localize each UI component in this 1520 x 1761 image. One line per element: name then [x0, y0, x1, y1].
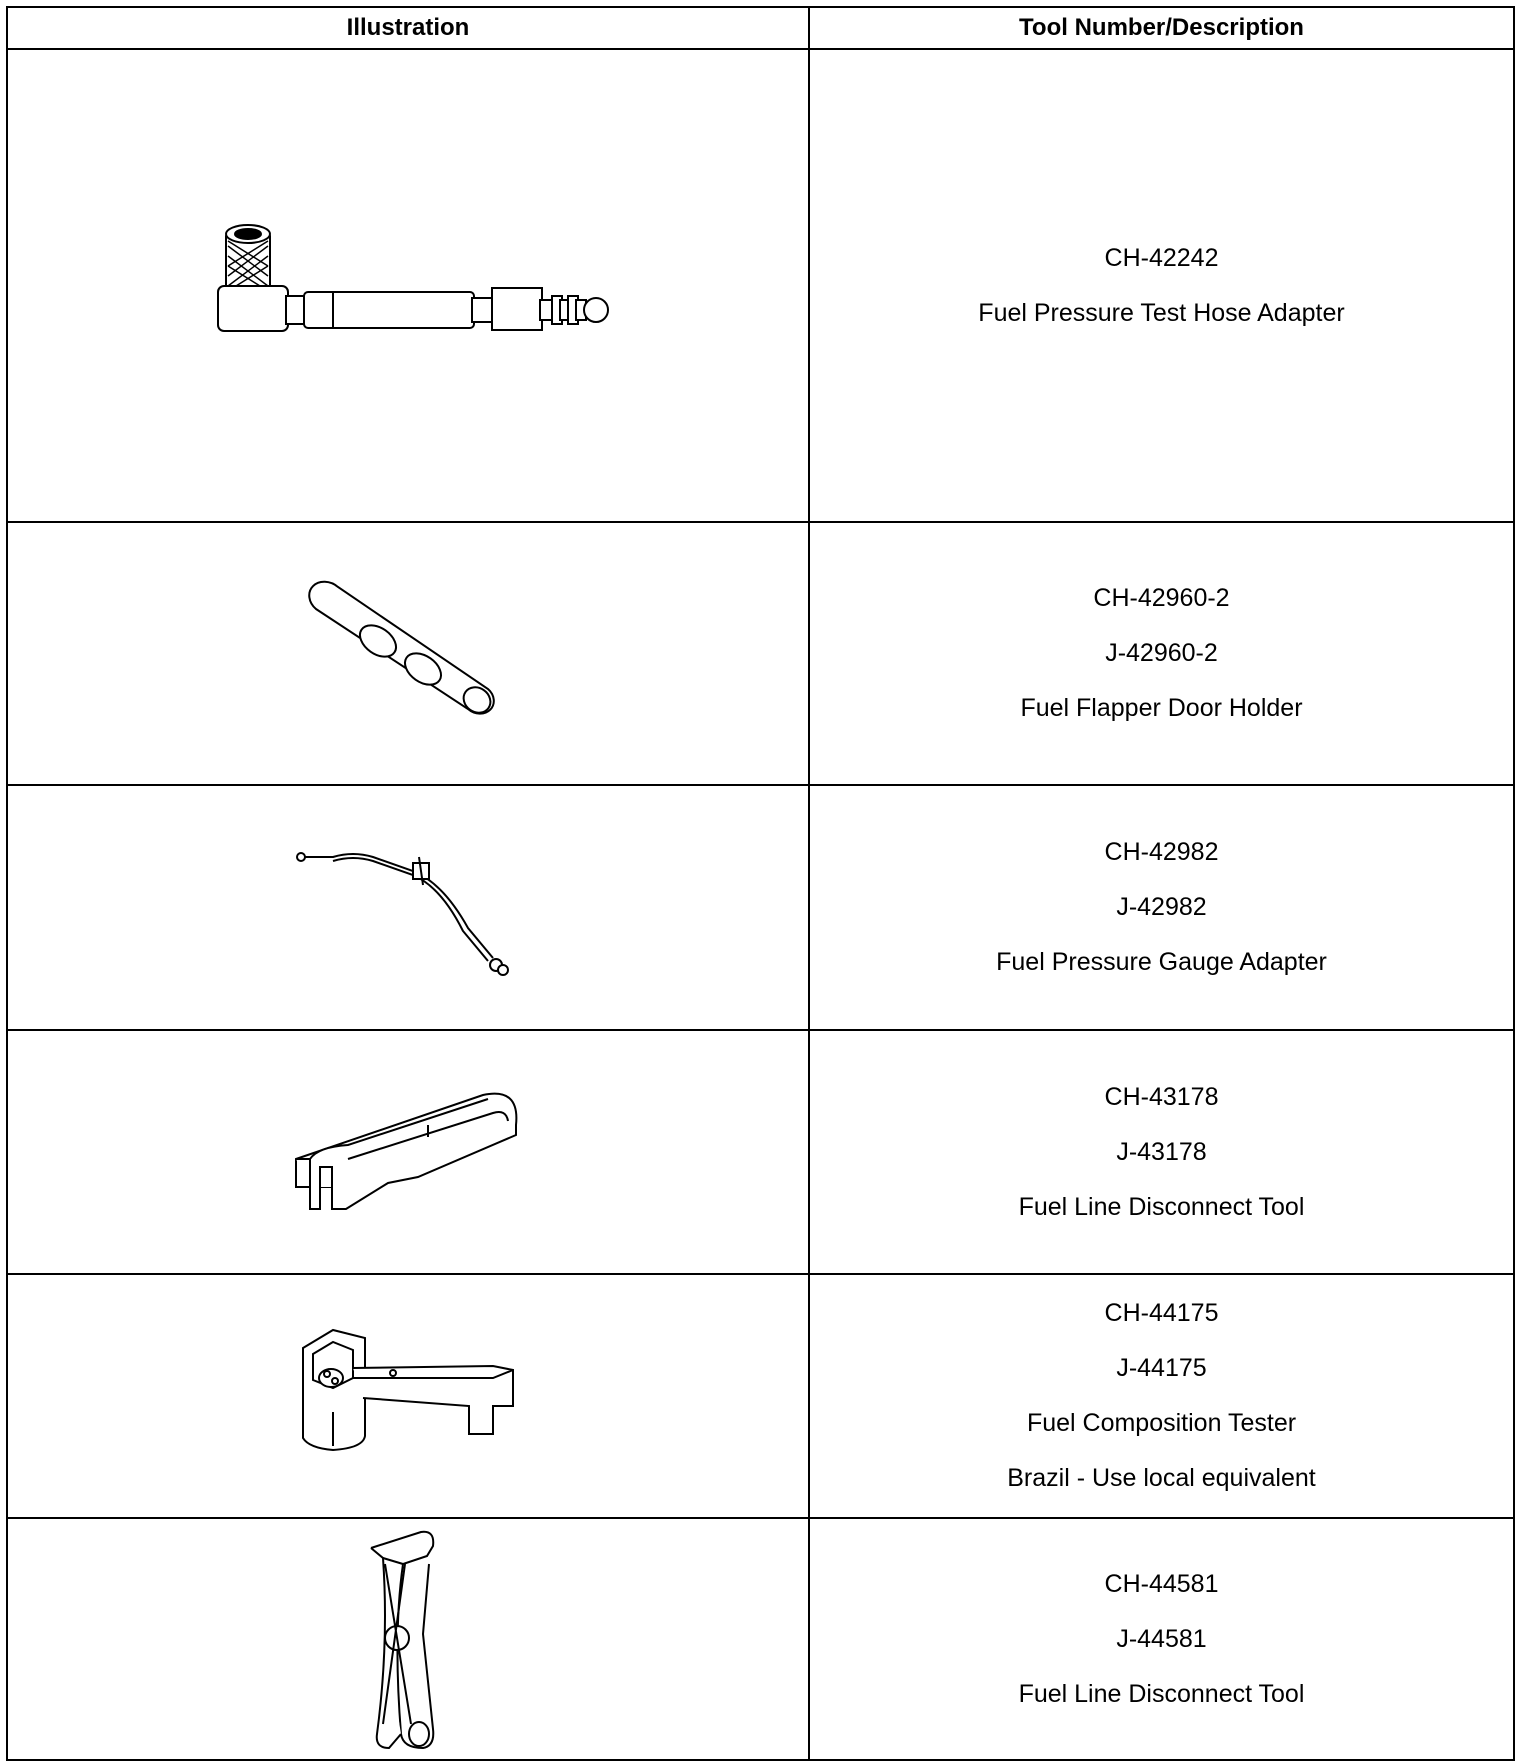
tool-number-alt: J-42982 — [1116, 893, 1207, 921]
description-cell — [809, 1030, 1514, 1274]
illustration-cell — [7, 522, 809, 785]
tool-description: Fuel Pressure Test Hose Adapter — [978, 298, 1345, 327]
header-tool-description: Tool Number/Description — [809, 7, 1514, 49]
fuel-line-disconnect-tool-icon — [288, 1087, 528, 1217]
description-cell — [809, 522, 1514, 785]
table-row — [7, 785, 1514, 1030]
fuel-pressure-gauge-adapter-icon — [293, 833, 523, 983]
special-tools-table — [6, 6, 1515, 1761]
tool-description: Fuel Pressure Gauge Adapter — [996, 948, 1327, 976]
illustration-cell — [7, 1274, 809, 1518]
fuel-line-disconnect-clip-tool-icon — [363, 1524, 453, 1754]
tool-number-alt: J-43178 — [1116, 1137, 1207, 1166]
tool-description: Fuel Composition Tester — [1026, 1409, 1297, 1437]
tool-number-alt: J-42960-2 — [1105, 639, 1218, 667]
illustration-cell — [7, 49, 809, 522]
table-row — [7, 49, 1514, 522]
tool-number-alt: J-44581 — [1116, 1624, 1207, 1653]
fuel-flapper-door-holder-icon — [298, 569, 518, 739]
table-row — [7, 1030, 1514, 1274]
illustration-cell — [7, 1518, 809, 1760]
table-row — [7, 1274, 1514, 1518]
table-row — [7, 1518, 1514, 1760]
tool-description: Fuel Line Disconnect Tool — [1018, 1679, 1305, 1708]
tool-number: CH-42982 — [1104, 838, 1219, 866]
tool-number: CH-44581 — [1104, 1569, 1219, 1598]
description-cell — [809, 1274, 1514, 1518]
fuel-composition-tester-icon — [293, 1326, 523, 1466]
fuel-pressure-test-hose-adapter-icon — [198, 216, 618, 356]
tool-number: CH-42242 — [1104, 243, 1219, 272]
tool-description: Fuel Line Disconnect Tool — [1018, 1192, 1305, 1221]
tool-description: Fuel Flapper Door Holder — [1020, 694, 1303, 722]
description-cell — [809, 785, 1514, 1030]
tool-number: CH-43178 — [1104, 1082, 1219, 1111]
header-row — [7, 7, 1514, 49]
header-illustration: Illustration — [7, 7, 809, 49]
description-cell — [809, 49, 1514, 522]
description-cell — [809, 1518, 1514, 1760]
tool-note: Brazil - Use local equivalent — [1007, 1464, 1316, 1492]
table-row — [7, 522, 1514, 785]
illustration-cell — [7, 1030, 809, 1274]
tool-number: CH-42960-2 — [1093, 584, 1230, 612]
tool-number-alt: J-44175 — [1116, 1354, 1207, 1382]
tool-number: CH-44175 — [1104, 1299, 1219, 1327]
illustration-cell — [7, 785, 809, 1030]
